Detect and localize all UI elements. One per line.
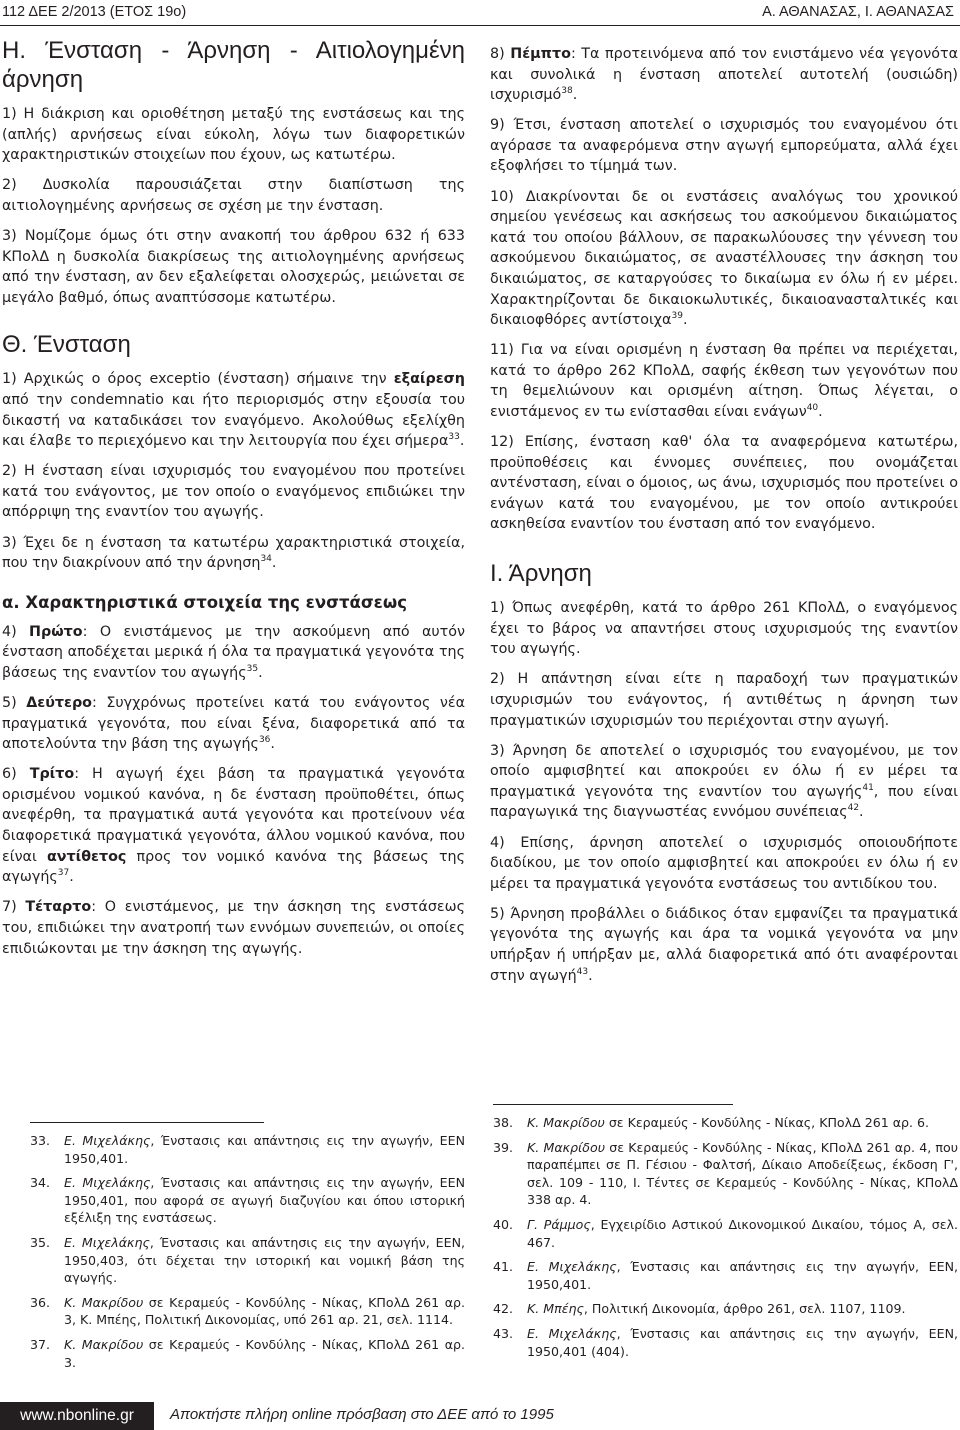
footnote-number: 40. bbox=[493, 1216, 514, 1232]
paragraph-iota-3: 3) Άρνηση δε αποτελεί ο ισχυρισμός του εναγομένου, με τον οποίο αμφισβητεί και αποκρούει εν όλω ή εν μέρει τα πραγματικά γεγονότα της εναντίον του αγωγής$^{41}$, που είναι παραγωγικά της διαγνωστέας εννόμου συνέπειας$^{42}$. bbox=[490, 742, 958, 821]
footnote-text: Ε. Μιχελάκης, Ένστασις και απάντησις εις την αγωγήν, ΕΕΝ 1950,401. bbox=[64, 1133, 466, 1166]
footnote bbox=[493, 1258, 958, 1293]
paragraph-a-8: 8) Πέμπτο: Τα προτεινόμενα από τον ενιστάμενο νέα γεγονότα και συνολικά η ένσταση αποτελεί αυτοτελή (ουσιώδη) ισχυρισμό$^{38}$. bbox=[490, 46, 958, 104]
footnote-author: Κ. Μακρίδου bbox=[527, 1115, 605, 1130]
paragraph-theta-2: 2) Η ένσταση είναι ισχυρισμός του εναγομένου που προτείνει κατά του ενάγοντος, με τον οποίο ο εναγόμενος επιδιώκει την απόρριψη της εναντίον του αγωγής. bbox=[2, 463, 465, 521]
right-column bbox=[490, 44, 958, 996]
paragraph-a-7: 7) Τέταρτο: Ο ενιστάμενος, με την άσκηση της ενστάσεως του, επιδιώκει την ανατροπή των εννόμων συνεπειών, οι οποίες επιδιώκονται με την άσκηση της αγωγής. bbox=[2, 899, 465, 957]
paragraph-a-10: 10) Διακρίνονται δε οι ενστάσεις αναλόγως του χρονικού σημείου γενέσεως και ασκήσεως του ασκούμενου δικαιώματος κατά του οποίου βάλλουν, σε παρακωλύουσες την γέννεση του ασκούμενου δικαιώματος, σε αναστέλλουσες την άσκηση του δικαιώματος, σε καταργούσες το δικαίωμα εν όλω ή εν μέρει. Χαρακτηρίζονται δε δικαιοκωλυτικές, δικαιοανασταλτικές και δικαιοφθόρες αντίστοιχα$^{39}$. bbox=[490, 188, 958, 329]
footnote-text: Κ. Μακρίδου σε Κεραμεύς - Κονδύλης - Νίκας, ΚΠολΔ 261 αρ. 3. bbox=[64, 1336, 465, 1370]
footnote-text: Κ. Μακρίδου σε Κεραμεύς - Κονδύλης - Νίκας, ΚΠολΔ 261 αρ. 6. bbox=[527, 1115, 930, 1130]
paragraph-a-4: 4) Πρώτο: Ο ενιστάμενος με την ασκούμενη από αυτόν ένσταση αποδέχεται μερικά ή όλα τα πραγματικά γεγονότα της βάσεως της εναντίον του αγωγής$^{35}$. bbox=[2, 623, 465, 681]
header-page-journal: 112 ΔΕΕ 2/2013 (ΕΤΟΣ 19ο) bbox=[2, 4, 187, 20]
footnote-text: Ε. Μιχελάκης, Ένστασις και απάντησις εις την αγωγήν, ΕΕΝ, 1950,401 (404). bbox=[527, 1325, 959, 1359]
footnote-number: 33. bbox=[30, 1133, 51, 1148]
paragraph-eta-2: 2) Δυσκολία παρουσιάζεται στην διαπίστωση της αιτιολογημένης αρνήσεως σε σχέση με την ένσταση. bbox=[2, 177, 465, 214]
paragraph-iota-2: 2) Η απάντηση είναι είτε η παραδοχή των πραγματικών ισχυρισμών του ενάγοντος, ή αντιθέτως η άρνηση των πραγματικών ισχυρισμών του περιέχονται στην αγωγή. bbox=[490, 671, 958, 729]
footnote-author: Ε. Μιχελάκης bbox=[527, 1325, 617, 1341]
footnote-text: Ε. Μιχελάκης, Ένστασις και απάντησις εις την αγωγήν, ΕΕΝ 1950,401, που αφορά σε αγωγή διαζυγίου και όπου ιστορική εξέλιξη της ενστάσεως. bbox=[64, 1175, 466, 1226]
footnote-text: Ε. Μιχελάκης, Ένστασις και απάντησις εις την αγωγήν, ΕΕΝ, 1950,401. bbox=[527, 1259, 959, 1292]
footnote-author: Ε. Μιχελάκης bbox=[527, 1259, 617, 1275]
footnote bbox=[30, 1234, 465, 1287]
footnote-text: Κ. Μακρίδου σε Κεραμεύς - Κονδύλης - Νίκας, ΚΠολΔ 261 αρ. 3, Κ. Μπέης, Πολιτική Δικονομίας, υπό 261 αρ. 21, σελ. 1114. bbox=[64, 1294, 465, 1328]
footnote-number: 37. bbox=[30, 1336, 51, 1352]
footer-website-link[interactable]: www.nbonline.gr bbox=[0, 1402, 154, 1430]
footer-slogan: Αποκτήστε πλήρη online πρόσβαση στο ΔΕΕ από το 1995 bbox=[170, 1406, 554, 1423]
footnote-text: Γ. Ράμμος, Εγχειρίδιο Αστικού Δικονομικού Δικαίου, τόμος Α, σελ. 467. bbox=[527, 1216, 959, 1250]
paragraph-eta-1: 1) Η διάκριση και οριοθέτηση μεταξύ της ενστάσεως και της (απλής) αρνήσεως είναι εύκολη, λόγω των διαφορετικών χαρακτηριστικών στοιχείων που έχουν, ως κατωτέρω. bbox=[2, 106, 465, 164]
footnote-rule-right bbox=[493, 1104, 733, 1105]
footnote-number: 42. bbox=[493, 1301, 514, 1317]
paragraph-a-9: 9) Έτσι, ένσταση αποτελεί ο ισχυρισμός του εναγομένου ότι αγόρασε τα αναφερόμενα στην αγωγή εμπορεύματα, αλλά έχει εξοφλήσει το τίμημά των. bbox=[490, 117, 958, 175]
paragraph-eta-3: 3) Νομίζομε όμως ότι στην ανακοπή του άρθρου 632 ή 633 ΚΠολΔ η δυσκολία διακρίσεως της αιτιολογημένης αρνήσεως από την ένσταση, αν δεν εξαλείφεται ολοσχερώς, μειώνεται σε μεγάλο βαθμό, όπως αναπτύσσομε κατωτέρω. bbox=[2, 227, 465, 306]
footnote-author: Κ. Μακρίδου bbox=[527, 1139, 606, 1155]
footnote-author: Κ. Μακρίδου bbox=[64, 1294, 144, 1310]
footnote-text: Ε. Μιχελάκης, Ένστασις και απάντησις εις την αγωγήν, ΕΕΝ, 1950,403, ότι δέχεται την ιστορική και νομική βάση της αγωγής. bbox=[64, 1234, 466, 1286]
footnote-author: Κ. Μακρίδου bbox=[64, 1336, 144, 1352]
section-title-eta: Η. Ένσταση - Άρνηση - Αιτιολογημένη άρνηση bbox=[2, 37, 465, 93]
footnote-author: Ε. Μιχελάκης bbox=[64, 1133, 151, 1148]
footnote-number: 41. bbox=[493, 1259, 514, 1275]
paragraph-theta-1: 1) Αρχικώς ο όρος exceptio (ένσταση) σήμαινε την εξαίρεση από την condemnatio και ήτο περιορισμός στην εξουσία του δικαστή να καταδικάσει τον εναγόμενο. Ακολούθως εξελίχθη και έλαβε το περιεχόμενο και την λειτουργία που έχει σήμερα$^{33}$. bbox=[2, 371, 465, 450]
footnote bbox=[30, 1294, 465, 1329]
running-header bbox=[0, 0, 960, 26]
footnote-author: Ε. Μιχελάκης bbox=[64, 1175, 151, 1191]
footnote bbox=[30, 1336, 465, 1371]
paragraph-iota-1: 1) Όπως ανεφέρθη, κατά το άρθρο 261 ΚΠολΔ, ο εναγόμενος έχει το βάρος να απαντήσει στους ισχυρισμούς της εναντίον του αγωγής. bbox=[490, 600, 958, 658]
footnote-rule-left bbox=[30, 1122, 264, 1123]
footnote bbox=[493, 1216, 958, 1251]
footnote-number: 35. bbox=[30, 1234, 51, 1250]
footnotes-left bbox=[30, 1132, 465, 1378]
footnote-author: Γ. Ράμμος bbox=[527, 1216, 591, 1232]
paragraph-theta-3: 3) Έχει δε η ένσταση τα κατωτέρω χαρακτηριστικά στοιχεία, που την διακρίνουν από την άρνηση$^{34}$. bbox=[2, 534, 465, 572]
footnote-number: 38. bbox=[493, 1115, 514, 1130]
footnote-number: 36. bbox=[30, 1294, 51, 1310]
footnote-author: Ε. Μιχελάκης bbox=[64, 1234, 150, 1250]
footnote-number: 34. bbox=[30, 1175, 51, 1191]
footnote bbox=[493, 1139, 958, 1209]
footnote-number: 43. bbox=[493, 1325, 514, 1341]
footnote bbox=[30, 1132, 465, 1167]
paragraph-a-6: 6) Τρίτο: Η αγωγή έχει βάση τα πραγματικά γεγονότα ορισμένου νομικού κανόνα, η δε ένσταση προϋποθέτει, όπως ανεφέρθη, τα πραγματικά αυτά γεγονότα και προτείνουν νέα διαφορετικά πραγματικά γεγονότα, άλλου νομικού κανόνα, που είναι αντίθετος προς τον νομικό κανόνα της βάσεως της αγωγής$^{37}$. bbox=[2, 766, 466, 886]
paragraph-iota-5: 5) Άρνηση προβάλλει ο διάδικος όταν εμφανίζει τα πραγματικά γεγονότα της αγωγής και άρα τα νομικά γεγονότα να μην υπήρξαν ή υπήρξαν με, αλλά διαφορετικά από ότι αναφέρονται στην αγωγή$^{43}$. bbox=[490, 905, 958, 984]
footnote bbox=[493, 1114, 958, 1132]
subsection-title-alpha: α. Χαρακτηριστικά στοιχεία της ενστάσεως bbox=[2, 592, 407, 612]
footnote bbox=[30, 1174, 465, 1227]
paragraph-a-11: 11) Για να είναι ορισμένη η ένσταση θα πρέπει να περιέχεται, κατά το άρθρο 262 ΚΠολΔ, σαφής έκθεση των γεγονότων που τη θεμελιώνουν και ορισμένη αίτηση. Όπως λέγεται, ο ενιστάμενος εν τω ενίστασθαι είναι ενάγων$^{40}$. bbox=[490, 342, 958, 420]
paragraph-a-5: 5) Δεύτερο: Συγχρόνως προτείνει κατά του ενάγοντος νέα πραγματικά γεγονότα, που είναι ξένα, διαφορετικά από τα αποτελούντα την βάση της αγωγής$^{36}$. bbox=[2, 694, 465, 753]
footnote-author: Κ. Μπέης bbox=[527, 1301, 584, 1317]
footnote-text: Κ. Μπέης, Πολιτική Δικονομία, άρθρο 261, σελ. 1107, 1109. bbox=[527, 1301, 906, 1317]
paragraph-iota-4: 4) Επίσης, άρνηση αποτελεί ο ισχυρισμός οποιουδήποτε διαδίκου, με τον οποίο αμφισβητεί και αποκρούει εν όλω ή εν μέρει τα πραγματικά γεγονότα ενστάσεως του αντιδίκου του. bbox=[490, 834, 958, 892]
section-title-theta: Θ. Ένσταση bbox=[2, 331, 131, 359]
section-title-iota: Ι. Άρνηση bbox=[490, 560, 592, 588]
footnote bbox=[493, 1325, 958, 1360]
paragraph-a-12: 12) Επίσης, ένσταση καθ' όλα τα αναφερόμενα κατωτέρω, προϋποθέσεις και έννομες συνέπειες, που ονομάζεται αντένσταση, είναι ο όμοιος, ως άνω, ισχυρισμός που προτείνει ο ενάγων κατά του εναγομένου, με τον οποίο αντικρούει ασκηθείσα εναντίον του ένσταση από τον εναγόμενο. bbox=[490, 434, 958, 533]
left-column bbox=[2, 36, 465, 969]
footnotes-right bbox=[493, 1114, 958, 1367]
footnote-number: 39. bbox=[493, 1139, 514, 1155]
footnote-text: Κ. Μακρίδου σε Κεραμεύς - Κονδύλης - Νίκας, ΚΠολΔ 261 αρ. 4, που παραπέμπει σε Π. Γέσιου - Φαλτσή, Δίκαιο Αποδείξεως, έκδοση Γ', σελ. 109 - 110, Ι. Τέντες σε Κεραμεύς - Κονδύλης - Νίκας, ΚΠολΔ 338 αρ. 4. bbox=[527, 1139, 958, 1208]
header-authors: Α. ΑΘΑΝΑΣΑΣ, Ι. ΑΘΑΝΑΣΑΣ bbox=[762, 4, 954, 20]
footnote bbox=[493, 1300, 958, 1318]
page-footer bbox=[0, 1402, 960, 1430]
